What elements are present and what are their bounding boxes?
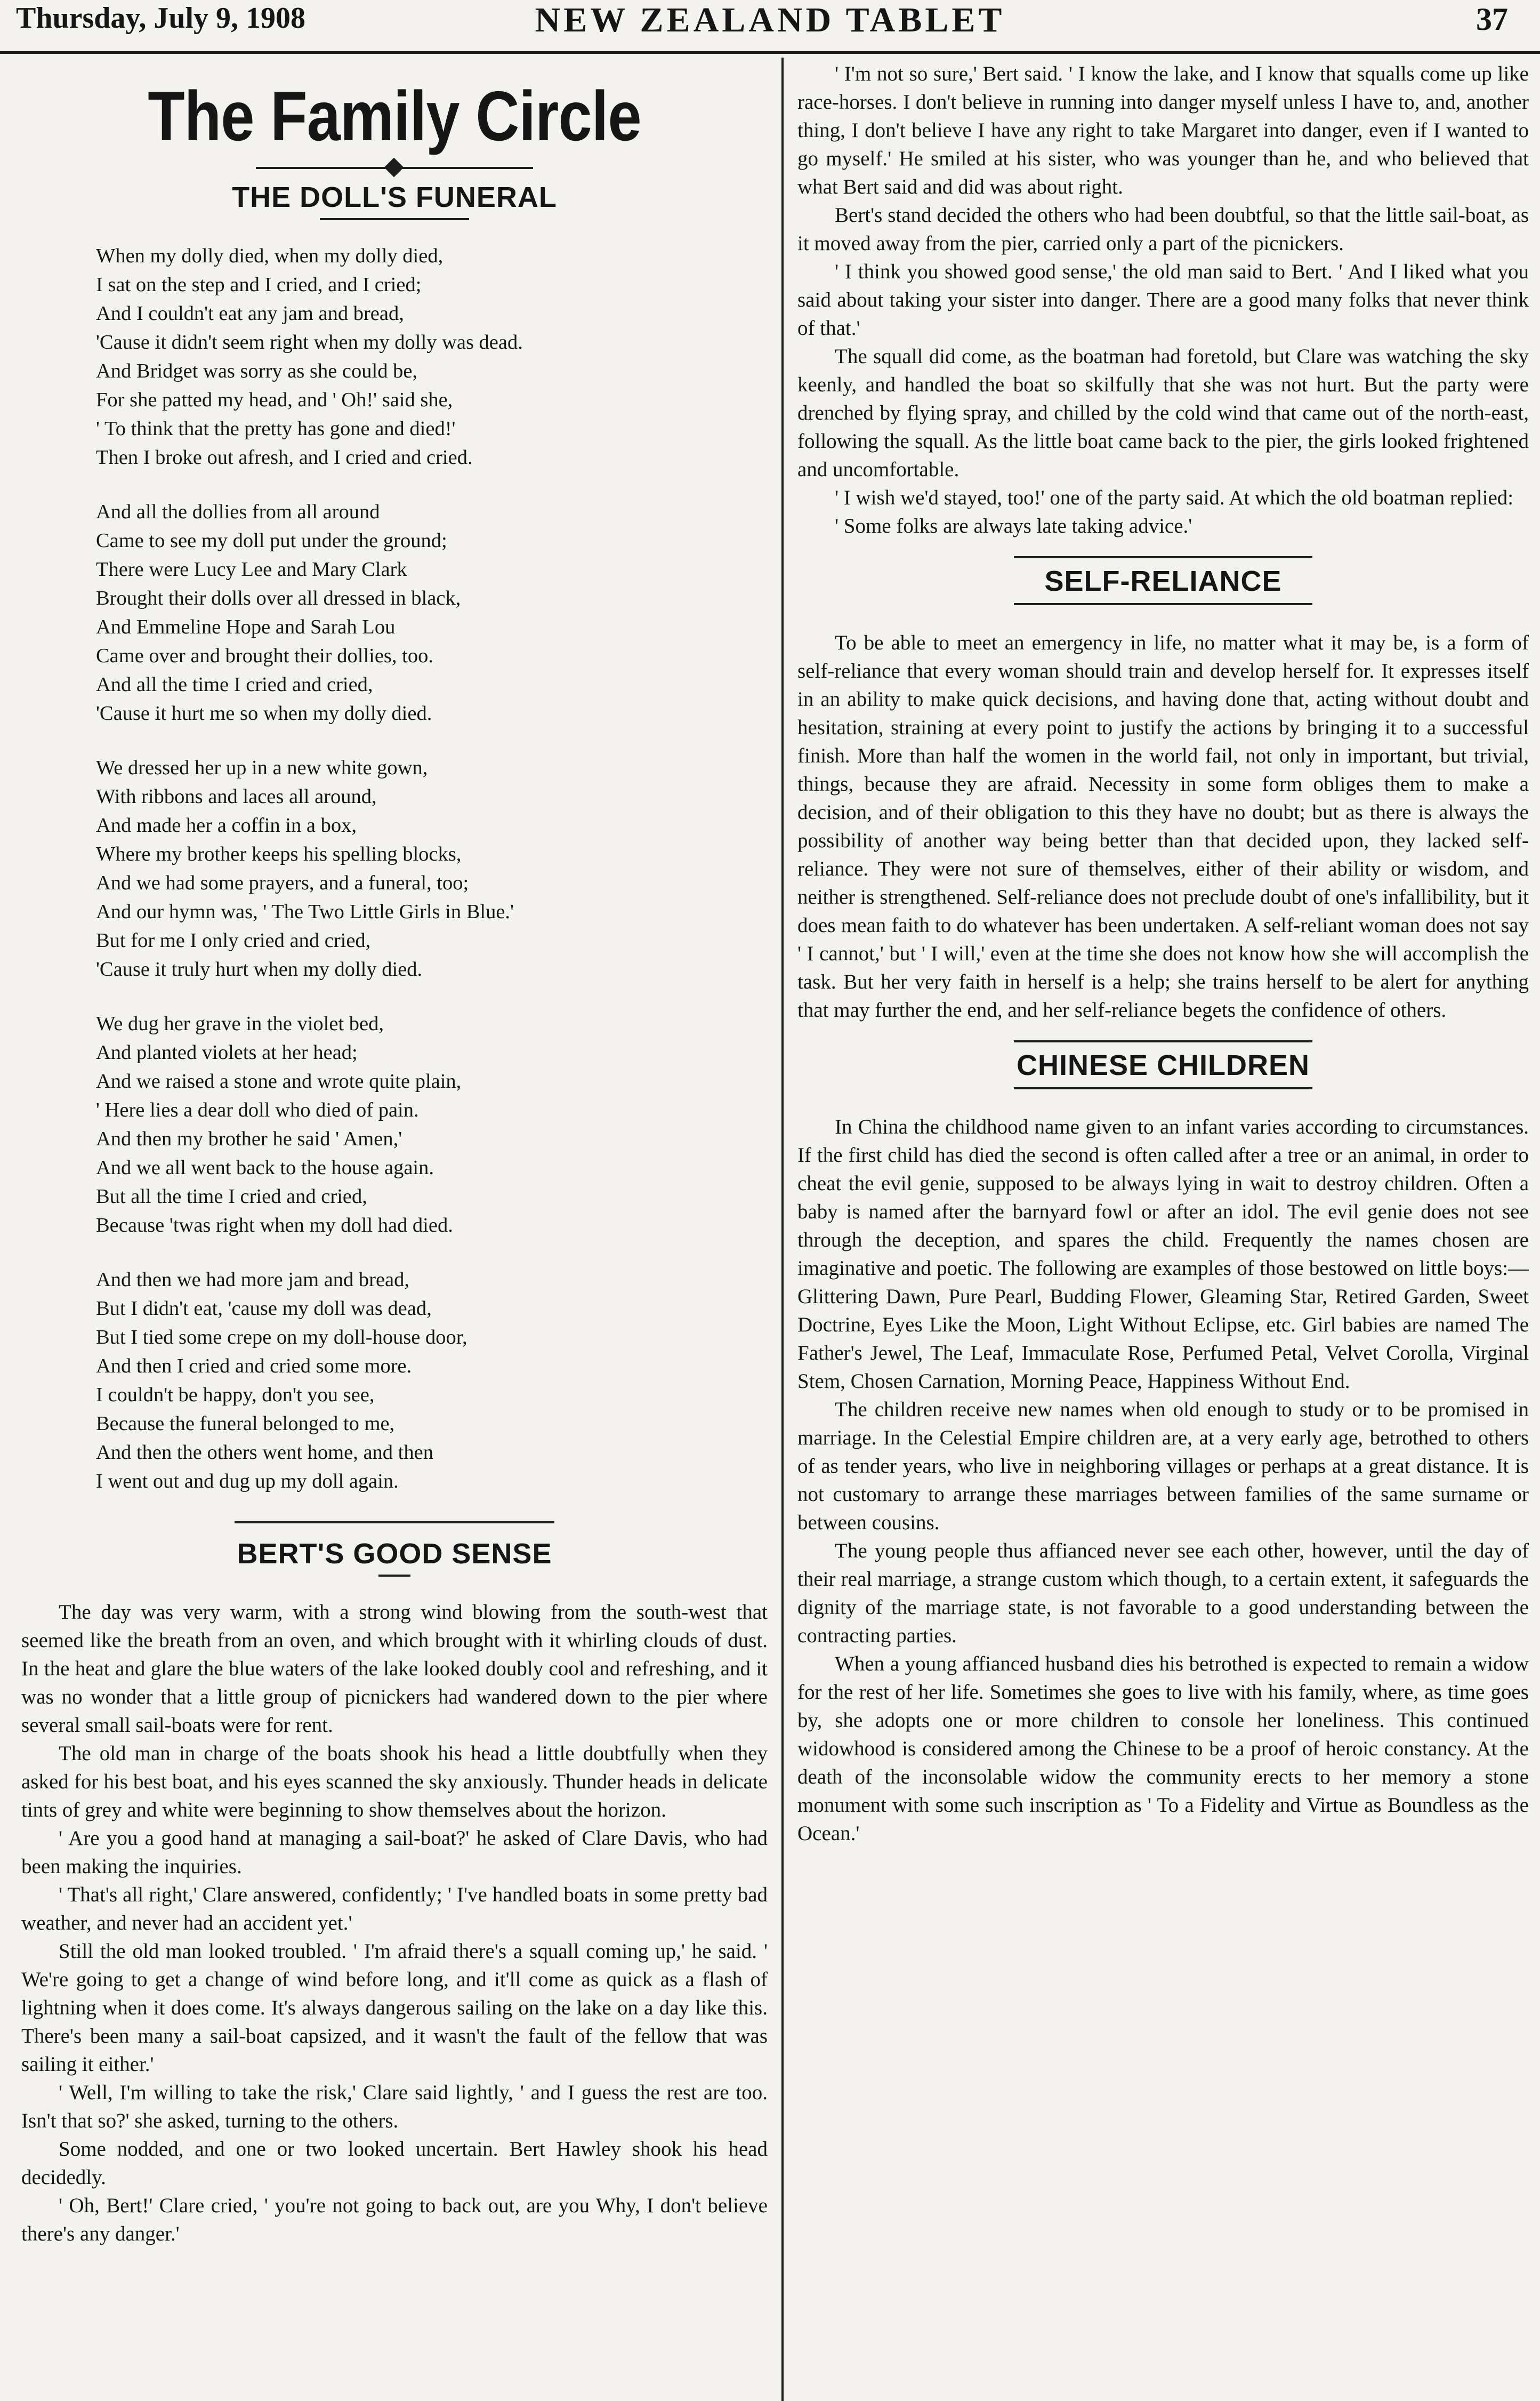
verse-line: ' Here lies a dear doll who died of pain. — [96, 1099, 419, 1121]
paragraph: Still the old man looked troubled. ' I'm afraid there's a squall coming up,' he said. ' We're going to get a change of wind before long, and it'll come as quick as a flash of lightning when it does come. It's always dangerous sailing on the lake on a day like this. There's been many a sail-boat capsized, and it wasn't the fault of the fellow that was sailing it either.' — [21, 1940, 768, 2076]
verse-line: But I didn't eat, 'cause my doll was dead, — [96, 1297, 432, 1320]
verse-line: Came to see my doll put under the ground; — [96, 529, 447, 552]
verse-line: We dressed her up in a new white gown, — [96, 757, 428, 779]
publication-name: NEW ZEALAND TABLET — [535, 1, 1005, 39]
verse-line: When my dolly died, when my dolly died, — [96, 245, 444, 267]
paragraph: ' That's all right,' Clare answered, confidently; ' I've handled boats in some pretty bad weather, and never had an accident yet.' — [21, 1883, 768, 1934]
verse-line: We dug her grave in the violet bed, — [96, 1013, 384, 1035]
verse-line: Brought their dolls over all dressed in black, — [96, 587, 461, 609]
masthead — [0, 0, 1540, 54]
verse-line: With ribbons and laces all around, — [96, 785, 377, 808]
paragraph: The young people thus affianced never see each other, however, until the day of their real marriage, a strange custom which though, to a certain extent, it safeguards the dignity of the marriage state, is not favorable to a good understanding between the contracting parties. — [797, 1539, 1529, 1647]
verse-line: And planted violets at her head; — [96, 1041, 358, 1064]
verse-line: Because 'twas right when my doll had died. — [96, 1214, 453, 1236]
paragraph: In China the childhood name given to an infant varies according to circumstances. If the first child has died the second is often called after a tree or an animal, in order to cheat the evil genie, supposed to be always lying in wait to destroy children. Often a baby is named after the barnyard fowl or after an idol. The evil genie does not see through the deception, and spares the child. Frequently the names chosen are imaginative and poetic. The following are examples of those bestowed on little boys:—Glittering Dawn, Pure Pearl, Budding Flower, Gleaming Star, Retired Garden, Sweet Doctrine, Eyes Like the Moon, Light Without Eclipse, etc. Girl babies are named The Father's Jewel, The Leaf, Immaculate Rose, Perfumed Petal, Velvet Corolla, Virginal Stem, Chosen Carnation, Morning Peace, Happiness Without End. — [797, 1115, 1529, 1393]
verse-line: And all the dollies from all around — [96, 501, 380, 523]
paragraph: ' Some folks are always late taking advice.' — [835, 515, 1192, 537]
verse-line: 'Cause it truly hurt when my dolly died. — [96, 958, 423, 981]
paragraph: The squall did come, as the boatman had foretold, but Clare was watching the sky keenly, and handled the boat so skilfully that she was not hurt. But the party were drenched by flying spray, and chilled by the cold wind that came out of the north-east, following the squall. As the little boat came back to the pier, the girls looked frightened and uncomfortable. — [797, 345, 1529, 481]
verse-line: 'Cause it hurt me so when my dolly died. — [96, 702, 432, 725]
verse-line: And I couldn't eat any jam and bread, — [96, 302, 404, 325]
verse-line: And our hymn was, ' The Two Little Girls in Blue.' — [96, 901, 514, 923]
section-title: The Family Circle — [148, 77, 641, 155]
stanza — [96, 242, 768, 472]
paragraph: ' I think you showed good sense,' the old man said to Bert. ' And I liked what you said about taking your sister into danger. There are a good many folks that never think of that.' — [797, 260, 1529, 340]
berts-good-sense-body-left — [21, 1598, 768, 2248]
chinese-children-title: CHINESE CHILDREN — [1016, 1049, 1310, 1081]
paragraph: ' Well, I'm willing to take the risk,' Clare said lightly, ' and I guess the rest are too. Isn't that so?' she asked, turning to the others. — [21, 2081, 768, 2132]
verse-line: And we all went back to the house again. — [96, 1157, 434, 1179]
paragraph: ' Are you a good hand at managing a sail-boat?' he asked of Clare Davis, who had been making the inquiries. — [21, 1827, 768, 1878]
verse-line: I went out and dug up my doll again. — [96, 1470, 399, 1492]
verse-line: I sat on the step and I cried, and I cried; — [96, 274, 422, 296]
verse-line: And then we had more jam and bread, — [96, 1268, 409, 1291]
page-number: 37 — [1476, 2, 1508, 37]
chinese-children-body — [797, 1113, 1529, 1848]
verse-line: And then my brother he said ' Amen,' — [96, 1128, 402, 1150]
paragraph: To be able to meet an emergency in life, no matter what it may be, is a form of self-reliance that every woman should train and develop herself for. It expresses itself in an ability to make quick decisions, and having done that, acting without doubt and hesitation, straining at every point to justify the actions by bringing it to a successful finish. More than half the women in the world fail, not only in important, but trivial, things, because they are afraid. Necessity in some form obliges them to make a decision, and of their obligation to this they have no doubt; but as there is always the possibility of another way being better than that decided upon, they lacked self-reliance. They were not sure of themselves, either of their ability or wisdom, and neither is strengthened. Self-reliance does not preclude doubt of one's infallibility, but it does mean faith to do whatever has been undertaken. A self-reliant woman does not say ' I cannot,' but ' I will,' even at the time she does not know how she will accomplish the task. But her very faith in herself is a help; she trains herself to be alert for anything that may further the end, and her self-reliance begets the confidence of others. — [797, 631, 1529, 1022]
verse-line: There were Lucy Lee and Mary Clark — [96, 558, 407, 581]
paragraph: ' I'm not so sure,' Bert said. ' I know the lake, and I know that squalls come up like race-horses. I don't believe in running into danger myself unless I have to, and, another thing, I don't believe I have any right to take Margaret into danger, even if I wanted to go myself.' He smiled at his sister, who was younger than he, and who believed that what Bert said and did was about right. — [797, 62, 1529, 198]
verse-line: And all the time I cried and cried, — [96, 673, 373, 696]
verse-line: Because the funeral belonged to me, — [96, 1412, 395, 1435]
poem-title: THE DOLL'S FUNERAL — [232, 181, 557, 213]
issue-date: Thursday, July 9, 1908 — [16, 2, 306, 35]
poem — [96, 242, 768, 1496]
poem-title-rule — [320, 218, 469, 220]
verse-line: ' To think that the pretty has gone and died!' — [96, 417, 456, 440]
stanza — [96, 1009, 768, 1240]
verse-line: For she patted my head, and ' Oh!' said she, — [96, 389, 453, 411]
self-reliance-title: SELF-RELIANCE — [1044, 565, 1282, 597]
paragraph: ' I wish we'd stayed, too!' one of the party said. At which the old boatman replied: — [835, 486, 1514, 509]
title-ornament — [256, 160, 533, 175]
verse-line: 'Cause it didn't seem right when my dolly was dead. — [96, 331, 523, 354]
right-column — [797, 60, 1529, 2401]
paragraph: Bert's stand decided the others who had been doubtful, so that the little sail-boat, as it moved away from the pier, carried only a part of the picnickers. — [797, 204, 1529, 255]
verse-line: And we raised a stone and wrote quite plain, — [96, 1070, 462, 1093]
paragraph: Some nodded, and one or two looked uncertain. Bert Hawley shook his head decidedly. — [21, 2138, 768, 2189]
section-title-rule — [378, 1575, 410, 1577]
verse-line: And Bridget was sorry as she could be, — [96, 360, 418, 382]
chinese-children-heading — [1014, 1040, 1312, 1089]
berts-good-sense-body-right — [797, 60, 1529, 540]
verse-line: And made her a coffin in a box, — [96, 814, 357, 837]
verse-line: Where my brother keeps his spelling blocks, — [96, 843, 462, 865]
verse-line: But for me I only cried and cried, — [96, 929, 371, 952]
self-reliance-heading — [1014, 556, 1312, 605]
verse-line: And we had some prayers, and a funeral, too; — [96, 872, 469, 894]
stanza — [96, 753, 768, 984]
paragraph: ' Oh, Bert!' Clare cried, ' you're not going to back out, are you Why, I don't believe there's any danger.' — [21, 2194, 768, 2245]
paragraph: The day was very warm, with a strong wind blowing from the south-west that seemed like the breath from an oven, and which brought with it whirling clouds of dust. In the heat and glare the blue waters of the lake looked doubly cool and refreshing, and it was no wonder that a little group of picnickers had wandered down to the pier where several small sail-boats were for rent. — [21, 1601, 768, 1737]
paragraph: The children receive new names when old enough to study or to be promised in marriage. In the Celestial Empire children are, at a very early age, betrothed to others of as tender years, who live in neighboring villages or perhaps at a great distance. It is not customary to arrange these marriages between families of the same surname or between cousins. — [797, 1398, 1529, 1534]
paragraph: The old man in charge of the boats shook his head a little doubtfully when they asked for his best boat, and his eyes scanned the sky anxiously. Thunder heads in delicate tints of grey and white were beginning to show themselves about the horizon. — [21, 1742, 768, 1821]
berts-good-sense-title: BERT'S GOOD SENSE — [237, 1538, 552, 1570]
self-reliance-body — [797, 629, 1529, 1024]
verse-line: Came over and brought their dollies, too. — [96, 645, 433, 667]
stanza — [96, 497, 768, 728]
column-divider — [781, 58, 784, 2401]
verse-line: And then I cried and cried some more. — [96, 1355, 412, 1377]
verse-line: Then I broke out afresh, and I cried and cried. — [96, 446, 473, 469]
verse-line: And then the others went home, and then — [96, 1441, 433, 1464]
paragraph: When a young affianced husband dies his betrothed is expected to remain a widow for the rest of her life. Sometimes she goes to live with his family, where, as time goes by, she adopts one or more children to console her loneliness. This continued widowhood is considered among the Chinese to be a proof of heroic constancy. At the death of the inconsolable widow the community erects to her memory a stone monument with some such inscription as ' To a Fidelity and Virtue as Boundless as the Ocean.' — [797, 1652, 1529, 1845]
section-divider — [235, 1521, 554, 1523]
verse-line: But all the time I cried and cried, — [96, 1185, 367, 1208]
verse-line: And Emmeline Hope and Sarah Lou — [96, 616, 396, 638]
verse-line: I couldn't be happy, don't you see, — [96, 1384, 375, 1406]
stanza — [96, 1265, 768, 1496]
left-column — [21, 60, 768, 2401]
verse-line: But I tied some crepe on my doll-house door, — [96, 1326, 467, 1348]
